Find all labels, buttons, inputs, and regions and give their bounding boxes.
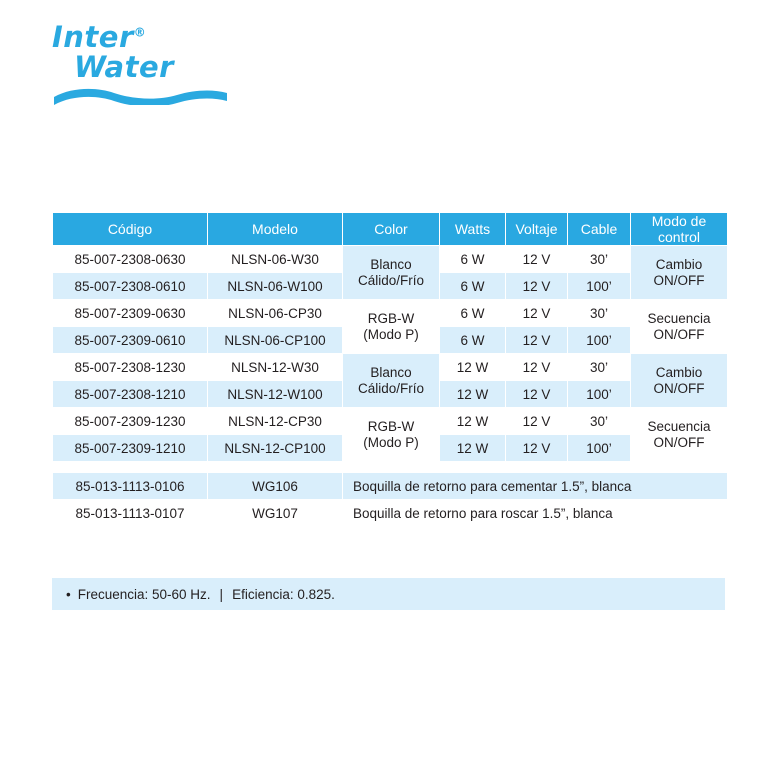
cell-modo-line2: ON/OFF <box>653 272 705 288</box>
cell-modelo: NLSN-06-W100 <box>208 273 343 300</box>
cell-cable: 30’ <box>568 354 631 381</box>
cell-cable: 100’ <box>568 273 631 300</box>
brand-name-inter: Inter <box>52 20 134 54</box>
cell-modo-control <box>631 246 728 300</box>
cell-codigo: 85-013-1113-0106 <box>53 473 208 500</box>
column-header-watts: Watts <box>440 213 506 246</box>
registered-trademark-icon: ® <box>133 25 147 40</box>
cell-watts: 12 W <box>440 381 506 408</box>
cell-modelo: NLSN-12-W30 <box>208 354 343 381</box>
cell-voltaje: 12 V <box>506 408 568 435</box>
cell-modelo: NLSN-12-CP30 <box>208 408 343 435</box>
table-row-accessory <box>53 500 728 527</box>
column-header-modo-line2: control <box>657 229 701 246</box>
cell-modo-line1: Cambio <box>655 364 703 380</box>
table-spacer-row <box>53 462 728 473</box>
footnote-frecuencia: Frecuencia: 50-60 Hz. <box>77 586 211 602</box>
cell-watts: 6 W <box>440 327 506 354</box>
cell-cable: 100’ <box>568 435 631 462</box>
table-body <box>53 246 728 527</box>
footnote-eficiencia: Eficiencia: 0.825. <box>232 586 335 602</box>
column-header-modelo: Modelo <box>208 213 343 246</box>
cell-color <box>343 408 440 462</box>
cell-modo-line1: Secuencia <box>647 418 711 434</box>
cell-color <box>343 246 440 300</box>
cell-voltaje: 12 V <box>506 246 568 273</box>
cell-color <box>343 300 440 354</box>
cell-cable: 30’ <box>568 300 631 327</box>
cell-modelo: NLSN-12-W100 <box>208 381 343 408</box>
table-row <box>53 300 728 327</box>
cell-modo-line2: ON/OFF <box>653 380 705 396</box>
cell-color-line1: Blanco <box>370 364 412 380</box>
column-header-codigo: Código <box>53 213 208 246</box>
cell-codigo: 85-007-2308-1230 <box>53 354 208 381</box>
cell-modo-line2: ON/OFF <box>653 326 705 342</box>
cell-voltaje: 12 V <box>506 300 568 327</box>
cell-modelo: NLSN-06-CP100 <box>208 327 343 354</box>
cell-modelo: WG106 <box>208 473 343 500</box>
table-header-row <box>53 213 728 246</box>
cell-color-line2: (Modo P) <box>363 326 419 342</box>
footnote-separator: | <box>219 586 224 602</box>
table-row <box>53 246 728 273</box>
cell-modelo: NLSN-06-W30 <box>208 246 343 273</box>
cell-descripcion: Boquilla de retorno para cementar 1.5”, blanca <box>343 473 728 500</box>
brand-name-water: Water <box>74 50 174 85</box>
cell-color-line1: RGB-W <box>367 418 415 434</box>
cell-voltaje: 12 V <box>506 273 568 300</box>
cell-modo-control <box>631 300 728 354</box>
cell-watts: 6 W <box>440 246 506 273</box>
table-row <box>53 354 728 381</box>
brand-logo <box>52 22 242 110</box>
table-row-accessory <box>53 473 728 500</box>
cell-cable: 30’ <box>568 408 631 435</box>
cell-voltaje: 12 V <box>506 327 568 354</box>
cell-codigo: 85-007-2309-0630 <box>53 300 208 327</box>
cell-color-line1: Blanco <box>370 256 412 272</box>
cell-modelo: WG107 <box>208 500 343 527</box>
cell-modo-line2: ON/OFF <box>653 434 705 450</box>
cell-color-line1: RGB-W <box>367 310 415 326</box>
spacer-cell <box>53 462 728 473</box>
table-row <box>53 408 728 435</box>
cell-codigo: 85-007-2309-0610 <box>53 327 208 354</box>
cell-modelo: NLSN-06-CP30 <box>208 300 343 327</box>
cell-watts: 12 W <box>440 354 506 381</box>
cell-cable: 30’ <box>568 246 631 273</box>
cell-modo-line1: Secuencia <box>647 310 711 326</box>
footnote-bar <box>52 578 725 610</box>
cell-voltaje: 12 V <box>506 354 568 381</box>
cell-modo-control <box>631 408 728 462</box>
column-header-voltaje: Voltaje <box>506 213 568 246</box>
cell-cable: 100’ <box>568 381 631 408</box>
table-header <box>53 213 728 246</box>
cell-cable: 100’ <box>568 327 631 354</box>
brand-logo-line2 <box>74 50 242 85</box>
cell-modelo: NLSN-12-CP100 <box>208 435 343 462</box>
cell-color <box>343 354 440 408</box>
cell-watts: 12 W <box>440 408 506 435</box>
cell-descripcion: Boquilla de retorno para roscar 1.5”, blanca <box>343 500 728 527</box>
bullet-icon: • <box>66 586 71 602</box>
cell-codigo: 85-007-2308-0610 <box>53 273 208 300</box>
cell-codigo: 85-007-2308-1210 <box>53 381 208 408</box>
cell-watts: 12 W <box>440 435 506 462</box>
cell-color-line2: (Modo P) <box>363 434 419 450</box>
cell-watts: 6 W <box>440 300 506 327</box>
brand-logo-line1 <box>52 22 242 52</box>
column-header-modo-de-control <box>631 213 728 246</box>
cell-color-line2: Cálido/Frío <box>357 380 425 396</box>
column-header-modo-line1: Modo de <box>651 213 707 229</box>
cell-codigo: 85-007-2309-1230 <box>53 408 208 435</box>
cell-codigo: 85-007-2309-1210 <box>53 435 208 462</box>
cell-watts: 6 W <box>440 273 506 300</box>
cell-codigo: 85-013-1113-0107 <box>53 500 208 527</box>
wave-icon <box>52 85 232 105</box>
cell-modo-line1: Cambio <box>655 256 703 272</box>
cell-voltaje: 12 V <box>506 435 568 462</box>
cell-modo-control <box>631 354 728 408</box>
specifications-table <box>52 212 728 527</box>
cell-codigo: 85-007-2308-0630 <box>53 246 208 273</box>
column-header-color: Color <box>343 213 440 246</box>
column-header-cable: Cable <box>568 213 631 246</box>
cell-voltaje: 12 V <box>506 381 568 408</box>
cell-color-line2: Cálido/Frío <box>357 272 425 288</box>
